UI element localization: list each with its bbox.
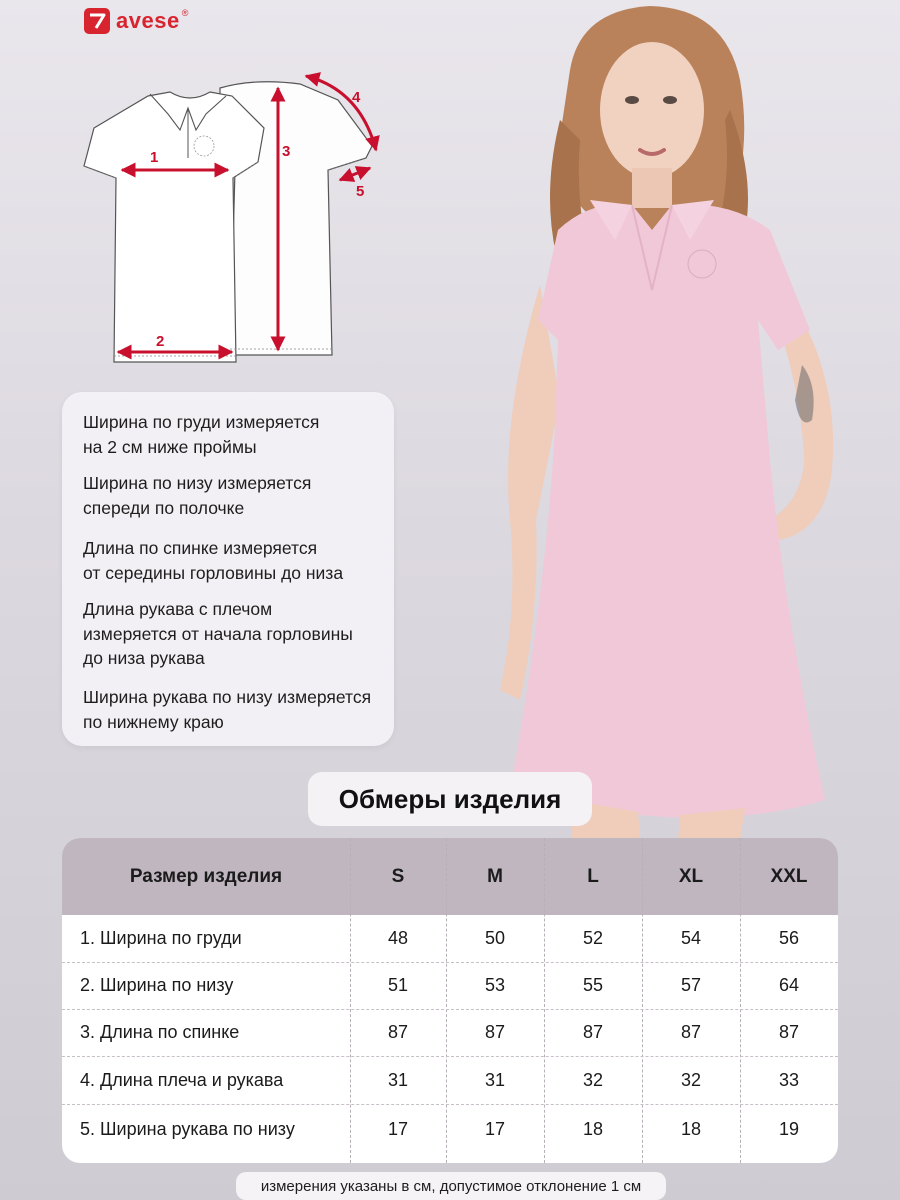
table-cell: 18	[680, 1118, 702, 1139]
model-dress	[510, 204, 825, 817]
table-cell: 53	[484, 975, 506, 995]
table-cell: 50	[484, 928, 506, 948]
table-cell: 87	[387, 1022, 409, 1042]
measure-label-4: 4	[352, 89, 361, 106]
measurement-notes-card	[62, 392, 394, 746]
note-hem	[83, 471, 393, 520]
header-size: M	[487, 865, 503, 887]
row-label-sleeve-length: 4. Длина плеча и рукава	[80, 1069, 284, 1090]
note-line: Ширина по низу измеряется	[83, 473, 312, 493]
note-line: на 2 см ниже проймы	[83, 436, 257, 457]
note-chest	[83, 410, 393, 459]
measure-label-3: 3	[282, 143, 291, 160]
note-sleeve-length	[83, 597, 393, 671]
brand-reg-mark: ®	[181, 8, 189, 18]
size-table	[62, 838, 838, 1163]
table-cell: 18	[582, 1118, 604, 1139]
table-cell: 31	[484, 1069, 506, 1090]
row-label-chest: 1. Ширина по груди	[80, 928, 242, 948]
note-line: измеряется от начала горловины	[83, 623, 353, 644]
row-label-length: 3. Длина по спинке	[80, 1022, 240, 1042]
table-cell: 32	[582, 1069, 604, 1090]
model-face	[600, 42, 704, 178]
measure-label-5: 5	[356, 183, 365, 200]
row-label-hem: 2. Ширина по низу	[80, 975, 234, 995]
note-line: Длина рукава с плечом	[83, 599, 273, 619]
table-cell: 31	[387, 1069, 409, 1090]
header-size: L	[587, 865, 599, 887]
table-cell: 57	[680, 975, 702, 995]
table-title-card	[308, 772, 592, 826]
table-cell: 87	[484, 1022, 506, 1042]
table-cell: 56	[778, 928, 800, 948]
model-photo	[440, 0, 900, 840]
table-cell: 52	[582, 928, 604, 948]
table-cell: 64	[778, 975, 800, 995]
table-cell: 87	[582, 1022, 604, 1042]
header-size-label: Размер изделия	[129, 865, 283, 887]
brand-name: avese	[116, 8, 180, 33]
note-length	[83, 536, 393, 585]
footnote: измерения указаны в см, допустимое отклонение 1 см	[260, 1177, 642, 1195]
row-label-sleeve-hem: 5. Ширина рукава по низу	[80, 1118, 295, 1139]
table-title: Обмеры изделия	[338, 783, 562, 814]
table-cell: 17	[387, 1118, 409, 1139]
table-cell: 32	[680, 1069, 702, 1090]
table-cell: 19	[778, 1118, 800, 1139]
table-cell: 54	[680, 928, 702, 948]
note-line: спереди по полочке	[83, 497, 245, 518]
footnote-card	[236, 1172, 666, 1200]
note-line: Ширина по груди измеряется	[83, 412, 320, 432]
note-line: от середины горловины до низа	[83, 562, 344, 583]
table-cell: 51	[387, 975, 409, 995]
note-line: до низа рукава	[83, 648, 205, 668]
garment-measurement-diagram	[70, 70, 400, 375]
table-cell: 17	[484, 1118, 506, 1139]
note-line: Ширина рукава по низу измеряется	[83, 687, 372, 707]
table-cell: 33	[778, 1069, 800, 1090]
note-line: по нижнему краю	[83, 711, 224, 732]
measure-arrow-sleeve-hem	[340, 168, 370, 180]
table-cell: 55	[582, 975, 604, 995]
header-size: XL	[678, 865, 704, 887]
table-cell: 87	[778, 1022, 800, 1042]
note-line: Длина по спинке измеряется	[83, 538, 318, 558]
brand-logo	[84, 8, 188, 34]
measure-label-2: 2	[156, 333, 165, 350]
header-size: S	[391, 865, 405, 887]
header-size: XXL	[770, 865, 808, 887]
table-cell: 87	[680, 1022, 702, 1042]
note-sleeve-hem	[83, 685, 393, 734]
measure-label-1: 1	[150, 149, 159, 166]
brand-logo-icon	[84, 8, 110, 34]
table-cell: 48	[387, 928, 409, 948]
